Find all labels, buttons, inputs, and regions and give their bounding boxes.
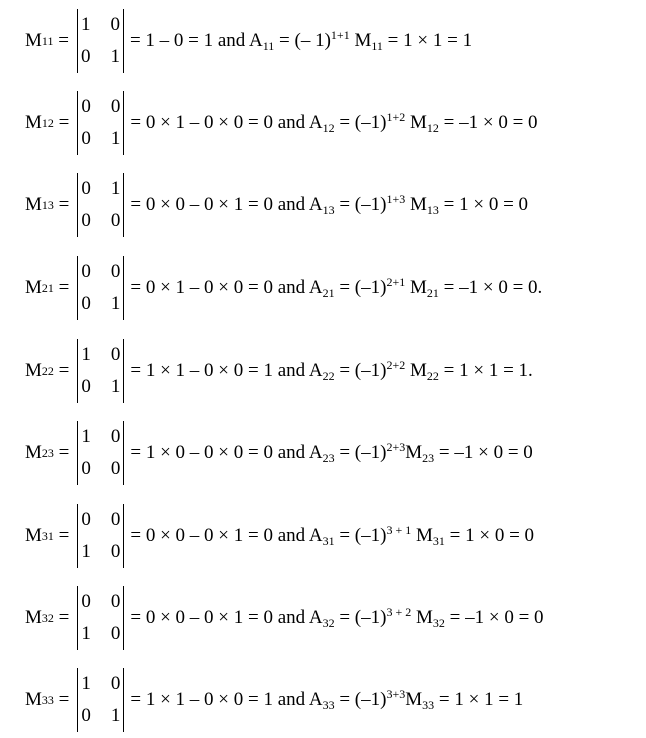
- matrix-cell: 1: [81, 673, 91, 694]
- matrix-cell: 0: [81, 178, 91, 199]
- expression-part: = –1 × 0 = 0.: [438, 277, 543, 298]
- matrix-cell: 0: [81, 210, 91, 231]
- matrix-cell: 1: [81, 623, 91, 644]
- matrix-cell: 0: [81, 261, 91, 282]
- expression-part: 21: [322, 286, 335, 300]
- expression-part: 22: [426, 369, 439, 383]
- expression-part: 11: [262, 39, 275, 53]
- matrix-cell: 0: [81, 705, 91, 726]
- expression-part: = 1 – 0 = 1 and A: [129, 30, 263, 51]
- expression-part: M: [405, 689, 423, 710]
- cofactor-row: [25, 418, 533, 488]
- cofactor-row: [25, 665, 523, 735]
- determinant-2x2: [77, 173, 124, 237]
- expression-part: = (–1): [334, 525, 387, 546]
- expression-part: = 0 × 1 – 0 × 0 = 0 and A: [130, 277, 323, 298]
- expression-part: 1+1: [330, 28, 350, 42]
- matrix-cell: 0: [80, 46, 91, 67]
- matrix-cell: 0: [110, 623, 121, 644]
- determinant-2x2: [77, 256, 124, 320]
- matrix-cell: 0: [110, 344, 121, 365]
- expression-part: = (–1): [334, 112, 387, 133]
- expression-part: = 1 × 1 = 1: [434, 689, 524, 710]
- expression-part: 2+1: [386, 275, 406, 289]
- matrix-cell: 0: [81, 591, 91, 612]
- expression-part: = 0 × 0 – 0 × 1 = 0 and A: [130, 194, 323, 215]
- expression-part: = 0 × 1 – 0 × 0 = 0 and A: [130, 112, 323, 133]
- expression-part: M: [405, 442, 423, 463]
- minor-label: M 32 =: [25, 607, 70, 628]
- determinant-2x2: [77, 668, 124, 732]
- determinant-2x2: [77, 91, 124, 155]
- expression-part: 33: [422, 698, 435, 712]
- matrix-cell: 0: [110, 210, 121, 231]
- cofactor-expression: [130, 607, 543, 629]
- matrix-cell: 1: [110, 376, 121, 397]
- cofactor-expression: [130, 277, 542, 299]
- expression-part: M: [405, 194, 427, 215]
- matrix-cell: 0: [81, 96, 91, 117]
- matrix-cell: 0: [110, 426, 121, 447]
- expression-part: = 0 × 0 – 0 × 1 = 0 and A: [130, 607, 323, 628]
- matrix-cell: 0: [81, 293, 91, 314]
- matrix-cell: 1: [110, 178, 121, 199]
- cofactor-expression: [130, 112, 537, 134]
- cofactor-row: [25, 253, 542, 323]
- matrix-cell: 1: [110, 46, 120, 67]
- expression-part: M: [349, 30, 372, 51]
- expression-part: = (–1): [334, 277, 387, 298]
- expression-part: 12: [322, 121, 335, 135]
- expression-part: = 1 × 1 = 1.: [438, 360, 533, 381]
- expression-part: = (–1): [334, 442, 387, 463]
- expression-part: 23: [422, 451, 435, 465]
- cofactor-row: [25, 583, 544, 653]
- minor-label: M 21 =: [25, 277, 70, 298]
- expression-part: 13: [426, 203, 439, 217]
- expression-part: 33: [322, 698, 335, 712]
- matrix-cell: 1: [110, 705, 121, 726]
- matrix-cell: 0: [81, 458, 91, 479]
- minor-label: M 31 =: [25, 525, 70, 546]
- minor-label: M 23 =: [25, 442, 70, 463]
- matrix-cell: 0: [110, 96, 121, 117]
- expression-part: = (–1): [334, 689, 387, 710]
- cofactor-row: [25, 88, 538, 158]
- expression-part: = –1 × 0 = 0: [438, 112, 538, 133]
- expression-part: = 1 × 1 = 1: [382, 30, 473, 51]
- cofactor-expression: [130, 30, 472, 52]
- cofactor-row: [25, 6, 472, 76]
- minor-label: M 12 =: [25, 112, 70, 133]
- minor-label: M 33 =: [25, 689, 70, 710]
- matrix-cell: 0: [81, 509, 91, 530]
- expression-part: M: [405, 277, 427, 298]
- cofactor-row: [25, 336, 533, 406]
- expression-part: = 1 × 0 = 0: [444, 525, 535, 546]
- expression-part: = (– 1): [274, 30, 331, 51]
- matrix-cell: 0: [81, 376, 91, 397]
- expression-part: 12: [426, 121, 439, 135]
- cofactor-row: [25, 170, 528, 240]
- expression-part: 1+2: [386, 110, 406, 124]
- determinant-2x2: [77, 339, 124, 403]
- expression-part: 3+3: [386, 687, 406, 701]
- matrix-cell: 1: [110, 293, 121, 314]
- matrix-cell: 1: [81, 344, 91, 365]
- expression-part: = (–1): [334, 607, 387, 628]
- minor-label: M 11 =: [25, 30, 69, 51]
- cofactor-expression: [130, 360, 532, 382]
- expression-part: 11: [371, 39, 383, 53]
- expression-part: 3 + 2: [386, 605, 412, 619]
- expression-part: = 1 × 1 – 0 × 0 = 1 and A: [130, 360, 323, 381]
- minor-label: M 13 =: [25, 194, 70, 215]
- expression-part: 2+2: [386, 358, 406, 372]
- expression-part: 31: [432, 534, 445, 548]
- expression-part: 13: [322, 203, 335, 217]
- matrix-cell: 1: [81, 426, 91, 447]
- matrix-cell: 0: [110, 14, 120, 35]
- matrix-cell: 0: [110, 261, 121, 282]
- expression-part: = (–1): [334, 360, 387, 381]
- cofactor-expression: [130, 442, 532, 464]
- matrix-cell: 1: [80, 14, 91, 35]
- minor-label: M 22 =: [25, 360, 70, 381]
- expression-part: M: [411, 525, 433, 546]
- expression-part: 32: [322, 616, 335, 630]
- expression-part: = 1 × 1 – 0 × 0 = 1 and A: [130, 689, 323, 710]
- cofactor-expression: [130, 689, 523, 711]
- determinant-2x2: [77, 9, 124, 73]
- expression-part: 23: [322, 451, 335, 465]
- cofactor-expression: [130, 194, 528, 216]
- expression-part: = –1 × 0 = 0: [444, 607, 544, 628]
- expression-part: = 1 × 0 = 0: [438, 194, 529, 215]
- expression-part: M: [411, 607, 433, 628]
- expression-part: 1+3: [386, 192, 406, 206]
- expression-part: 2+3: [386, 440, 406, 454]
- expression-part: M: [405, 112, 427, 133]
- expression-part: 31: [322, 534, 335, 548]
- expression-part: M: [405, 360, 427, 381]
- expression-part: 21: [426, 286, 439, 300]
- matrix-cell: 1: [81, 541, 91, 562]
- matrix-cell: 0: [110, 509, 121, 530]
- determinant-2x2: [77, 421, 124, 485]
- expression-part: 22: [322, 369, 335, 383]
- cofactor-row: [25, 501, 534, 571]
- expression-part: = 0 × 0 – 0 × 1 = 0 and A: [130, 525, 323, 546]
- matrix-cell: 0: [110, 458, 121, 479]
- matrix-cell: 0: [110, 541, 121, 562]
- expression-part: = –1 × 0 = 0: [434, 442, 533, 463]
- expression-part: 32: [432, 616, 445, 630]
- matrix-cell: 0: [110, 673, 121, 694]
- matrix-cell: 0: [81, 128, 91, 149]
- expression-part: = (–1): [334, 194, 387, 215]
- cofactor-expression: [130, 525, 534, 547]
- determinant-2x2: [77, 586, 124, 650]
- expression-part: 3 + 1: [386, 523, 412, 537]
- matrix-cell: 1: [110, 128, 121, 149]
- determinant-2x2: [77, 504, 124, 568]
- expression-part: = 1 × 0 – 0 × 0 = 0 and A: [130, 442, 323, 463]
- matrix-cell: 0: [110, 591, 121, 612]
